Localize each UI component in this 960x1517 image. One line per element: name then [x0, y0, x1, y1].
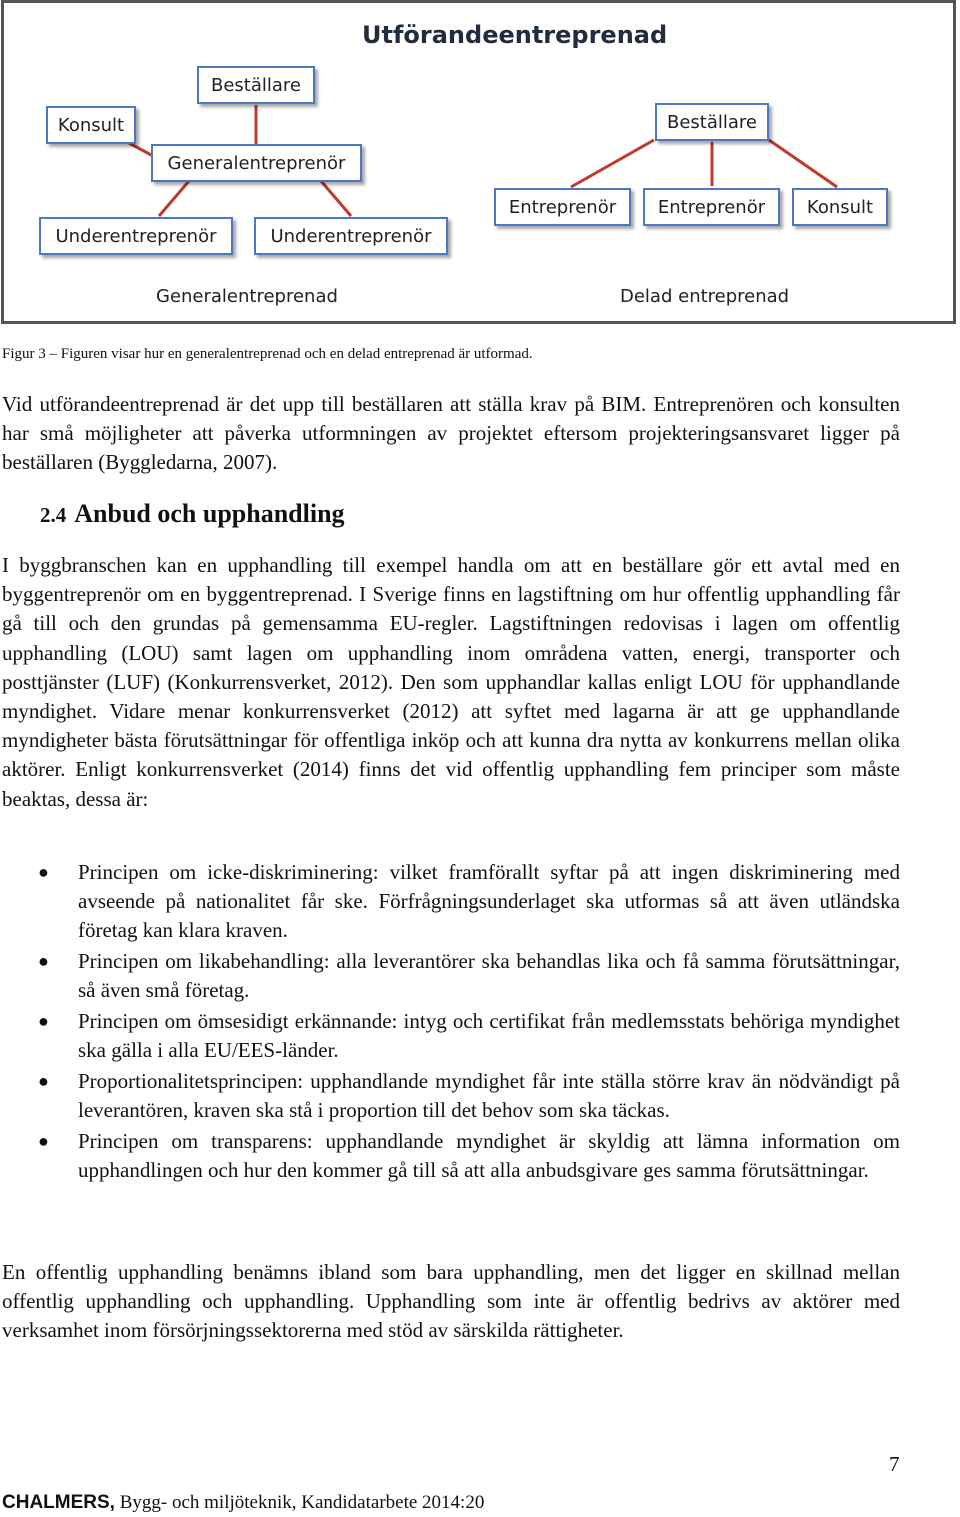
list-item-text: Principen om transparens: upphandlande myndighet är skyldig att lämna information om upphandlingen och hur den kommer gå till så att alla anbudsgivare ges samma förutsättningar.	[78, 1129, 900, 1183]
footer-brand: CHALMERS,	[2, 1492, 115, 1513]
list-item	[0, 947, 900, 1005]
section-number: 2.4	[40, 503, 67, 527]
list-item-text: Principen om icke-diskriminering: vilket framförallt syftar på att ingen diskriminering med avseende på nationalitet får ske. Förfrågningsunderlaget ska utformas så att även utländska företag kan klara kraven.	[78, 860, 900, 943]
bullet-icon: ●	[38, 1131, 49, 1152]
box-konsult-right: Konsult	[792, 188, 888, 226]
connector-lines	[4, 3, 953, 321]
bullet-icon: ●	[38, 1071, 49, 1092]
box-entreprenor-2: Entreprenör	[643, 188, 780, 226]
figure-caption: Figur 3 – Figuren visar hur en generalentreprenad och en delad entreprenad är utformad.	[2, 346, 533, 362]
box-underentreprenor-1: Underentreprenör	[39, 217, 233, 255]
box-generalentreprenor: Generalentreprenör	[151, 144, 362, 182]
line-bestallare-konsult	[769, 140, 837, 187]
list-item	[0, 858, 900, 946]
bullet-icon: ●	[38, 862, 49, 882]
bullet-icon: ●	[38, 1011, 49, 1032]
list-item	[0, 1007, 900, 1065]
line-general-under2	[321, 181, 351, 216]
page-number: 7	[889, 1452, 900, 1476]
closing-paragraph: En offentlig upphandling benämns ibland som bara upphandling, men det ligger en skillnad mellan offentlig upphandling och upphandling. Upphandling som inte är offentlig bedrivs av aktörer med verksamhet inom försörjningssektorerna med stöd av särskilda rättigheter.	[2, 1260, 900, 1343]
intro-paragraph: Vid utförandeentreprenad är det upp till beställaren att ställa krav på BIM. Entreprenören och konsulten har små möjligheter att påverka utformningen av projektet eftersom projekteringsansvaret ligger på beställaren (Byggledarna, 2007).	[2, 392, 900, 475]
box-entreprenor-1: Entreprenör	[494, 188, 631, 226]
box-bestallare-left: Beställare	[197, 66, 315, 104]
list-item-text: Principen om likabehandling: alla leverantörer ska behandlas lika och få samma förutsättningar, så även små företag.	[78, 949, 900, 1003]
box-underentreprenor-2: Underentreprenör	[254, 217, 448, 255]
principles-list	[0, 858, 900, 1187]
label-generalentreprenad: Generalentreprenad	[156, 286, 338, 307]
section-title: Anbud och upphandling	[74, 499, 345, 528]
box-bestallare-right: Beställare	[655, 103, 769, 141]
list-item-text: Proportionalitetsprincipen: upphandlande myndighet får inte ställa större krav än nödvändigt på leverantören, kraven ska stå i proportion till det behov som ska täckas.	[78, 1069, 900, 1123]
box-konsult-left: Konsult	[46, 106, 136, 144]
figure-title: Utförandeentreprenad	[362, 21, 668, 49]
label-delad-entreprenad: Delad entreprenad	[620, 286, 790, 307]
line-bestallare-entr1	[571, 140, 654, 187]
section-paragraph: I byggbranschen kan en upphandling till exempel handla om att en beställare gör ett avtal med en byggentreprenör om en byggentreprenad. I Sverige finns en lagstiftning om hur offentlig upphandling får gå till och den grundas på gemensamma EU-regler. Lagstiftningen redovisas i lagen om offentlig upphandling (LOU) samt lagen om upphandling inom områdena vatten, energi, transporter och posttjänster (LUF) (Konkurrensverket, 2012). Den som upphandlar kallas enligt LOU för upphandlande myndighet. Vidare menar konkurrensverket (2012) att syftet med lagarna är att ge upphandlande myndigheter bästa förutsättningar för offentliga inköp och att kunna dra nytta av konkurrens mellan olika aktörer. Enligt konkurrensverket (2014) finns det vid offentlig upphandling fem principer som måste beaktas, dessa är:	[2, 553, 900, 811]
list-item	[0, 1127, 900, 1185]
bullet-icon: ●	[38, 951, 49, 972]
list-item	[0, 1067, 900, 1125]
organization-figure	[1, 0, 956, 324]
section-heading	[40, 499, 345, 529]
footer	[2, 1492, 484, 1514]
footer-text: Bygg- och miljöteknik, Kandidatarbete 2014:20	[114, 1492, 485, 1513]
line-general-under1	[159, 181, 189, 216]
list-item-text: Principen om ömsesidigt erkännande: intyg och certifikat från medlemsstats behöriga myndighet ska gälla i alla EU/EES-länder.	[78, 1009, 900, 1063]
